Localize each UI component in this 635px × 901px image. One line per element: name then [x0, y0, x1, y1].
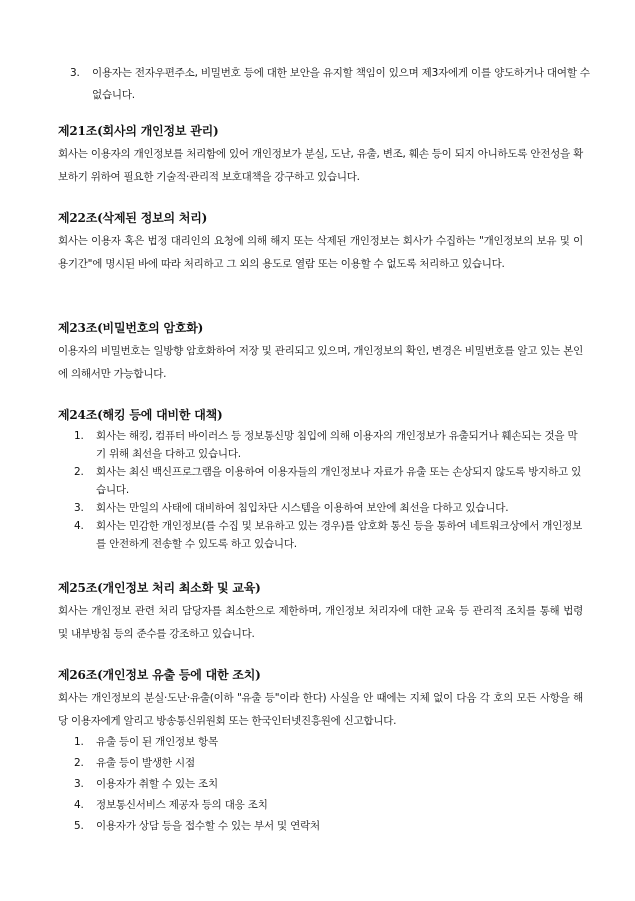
list-item: [74, 499, 583, 517]
section-title: 제22조(삭제된 정보의 처리): [58, 211, 208, 225]
list-item-number: 4.: [74, 520, 84, 532]
list-item-number: 2.: [74, 757, 84, 769]
list-item-number: 3.: [74, 778, 84, 790]
list-item-text: 이용자가 취할 수 있는 조치: [96, 778, 218, 790]
list-item: [74, 427, 583, 463]
list-item-number: 2.: [74, 466, 84, 478]
list-item-number: 3.: [74, 502, 84, 514]
notification-items-list: [58, 732, 583, 837]
list-item-number: 5.: [74, 820, 84, 832]
list-item: [74, 732, 583, 753]
section-title: 제23조(비밀번호의 암호화): [58, 321, 204, 335]
list-item-text: 유출 등이 된 개인정보 항목: [96, 736, 218, 748]
list-item-text: 회사는 해킹, 컴퓨터 바이러스 등 정보통신망 침입에 의해 이용자의 개인정보가 유출되거나 훼손되는 것을 막기 위해 최선을 다하고 있습니다.: [96, 430, 578, 460]
section-title: 제21조(회사의 개인정보 관리): [58, 124, 219, 138]
section-title: 제24조(해킹 등에 대비한 대책): [58, 408, 223, 422]
section-article-21: [58, 121, 583, 188]
section-article-24: [58, 405, 583, 553]
list-item-text: 정보통신서비스 제공자 등의 대응 조치: [96, 799, 268, 811]
intro-list: [70, 62, 590, 106]
list-item-text: 회사는 만일의 사태에 대비하여 침입차단 시스템을 이용하여 보안에 최선을 다하고 있습니다.: [96, 502, 509, 514]
section-article-26: [58, 665, 583, 837]
list-item-number: 1.: [74, 736, 84, 748]
section-article-23: [58, 318, 583, 385]
section-body: 회사는 개인정보의 분실·도난·유출(이하 "유출 등"이라 한다) 사실을 안 때에는 지체 없이 다음 각 호의 모든 사항을 해당 이용자에게 알리고 방송통신위원회 또는 한국인터넷진흥원에 신고합니다.: [58, 692, 583, 727]
section-body: 회사는 이용자의 개인정보를 처리함에 있어 개인정보가 분실, 도난, 유출, 변조, 훼손 등이 되지 아니하도록 안전성을 확보하기 위하여 필요한 기술적·관리적 보호대책을 강구하고 있습니다.: [58, 148, 583, 183]
section-body: 회사는 개인정보 관련 처리 담당자를 최소한으로 제한하며, 개인정보 처리자에 대한 교육 등 관리적 조치를 통해 법령 및 내부방침 등의 준수를 강조하고 있습니다.: [58, 605, 583, 640]
section-article-22: [58, 208, 583, 275]
list-item-text: 회사는 최신 백신프로그램을 이용하여 이용자들의 개인정보나 자료가 유출 또는 손상되지 않도록 방지하고 있습니다.: [96, 466, 582, 496]
list-item: [74, 753, 583, 774]
measures-list: [58, 427, 583, 553]
section-title: 제25조(개인정보 처리 최소화 및 교육): [58, 581, 261, 595]
list-item: [74, 774, 583, 795]
list-item-text: 유출 등이 발생한 시점: [96, 757, 195, 769]
section-article-25: [58, 578, 583, 645]
list-item-number: 3.: [70, 67, 80, 79]
list-item-text: 이용자는 전자우편주소, 비밀번호 등에 대한 보안을 유지할 책임이 있으며 제3자에게 이를 양도하거나 대여할 수 없습니다.: [92, 67, 590, 101]
list-item-number: 4.: [74, 799, 84, 811]
section-title: 제26조(개인정보 유출 등에 대한 조치): [58, 668, 261, 682]
list-item-text: 회사는 민감한 개인정보(를 수집 및 보유하고 있는 경우)를 암호화 통신 등을 통하여 네트워크상에서 개인정보를 안전하게 전송할 수 있도록 하고 있습니다.: [96, 520, 583, 550]
list-item-text: 이용자가 상담 등을 접수할 수 있는 부서 및 연락처: [96, 820, 320, 832]
list-item: [70, 62, 590, 106]
list-item-number: 1.: [74, 430, 84, 442]
section-body: 이용자의 비밀번호는 일방향 암호화하여 저장 및 관리되고 있으며, 개인정보의 확인, 변경은 비밀번호를 알고 있는 본인에 의해서만 가능합니다.: [58, 345, 583, 380]
list-item: [74, 517, 583, 553]
list-item: [74, 795, 583, 816]
list-item: [74, 816, 583, 837]
section-body: 회사는 이용자 혹은 법정 대리인의 요청에 의해 해지 또는 삭제된 개인정보는 회사가 수집하는 "개인정보의 보유 및 이용기간"에 명시된 바에 따라 처리하고 그 외의 용도로 열람 또는 이용할 수 없도록 처리하고 있습니다.: [58, 235, 583, 270]
list-item: [74, 463, 583, 499]
